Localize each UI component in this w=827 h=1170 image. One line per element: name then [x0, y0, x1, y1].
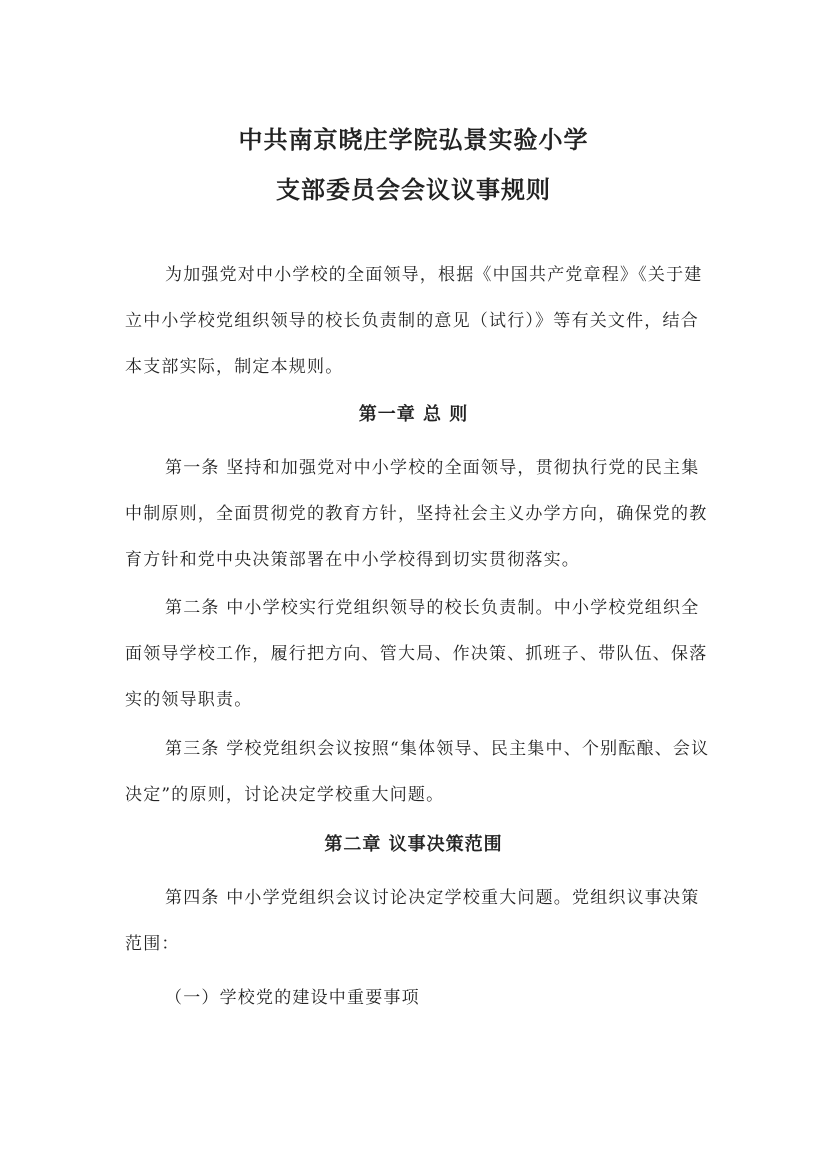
document-title-line-2: 支部委员会会议议事规则	[276, 176, 551, 204]
list-item-1: （一）学校党的建设中重要事项	[165, 988, 420, 1008]
chapter-2-heading: 第二章 议事决策范围	[324, 834, 503, 855]
intro-paragraph: 为加强党对中小学校的全面领导，根据《中国共产党章程》《关于建立中小学校党组织领导的校长负责制的意见（试行）》等有关文件，结合本支部实际，制定本规则。	[125, 265, 703, 377]
article-1: 第一条 坚持和加强党对中小学校的全面领导，贯彻执行党的民主集中制原则，全面贯彻党的教育方针，坚持社会主义办学方向，确保党的教育方针和党中央决策部署在中小学校得到切实贯彻落实。	[125, 458, 708, 570]
article-3: 第三条 学校党组织会议按照“集体领导、民主集中、个别酝酿、会议决定”的原则，讨论决定学校重大问题。	[125, 739, 710, 805]
article-2: 第二条 中小学校实行党组织领导的校长负责制。中小学校党组织全面领导学校工作，履行把方向、管大局、作决策、抓班子、带队伍、保落实的领导职责。	[125, 598, 708, 710]
chapter-1-heading: 第一章 总 则	[358, 404, 469, 425]
document-title-line-1: 中共南京晓庄学院弘景实验小学	[238, 126, 589, 154]
article-4: 第四条 中小学党组织会议讨论决定学校重大问题。党组织议事决策范围：	[125, 888, 700, 954]
